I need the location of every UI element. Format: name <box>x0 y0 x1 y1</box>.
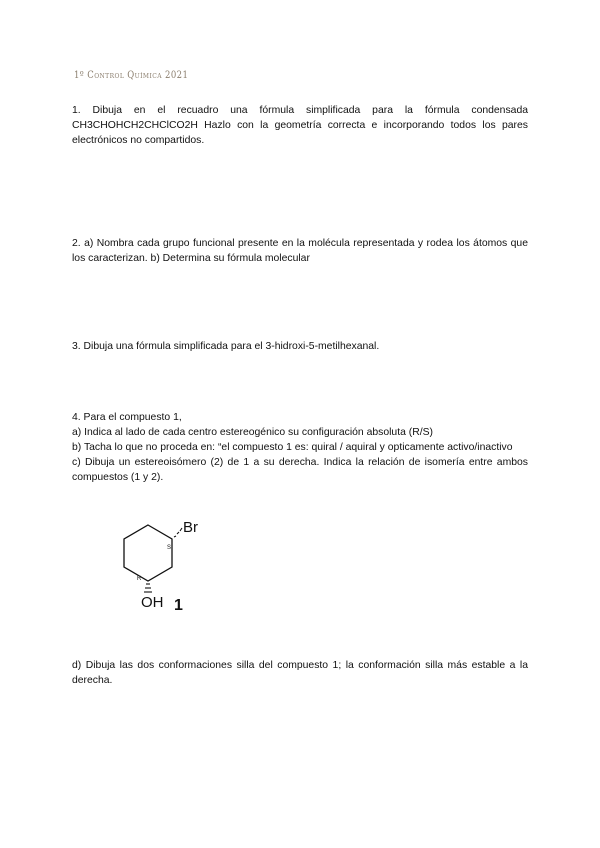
config-label-s: S <box>167 545 172 551</box>
hashed-bond-oh <box>144 584 152 592</box>
question-1: 1. Dibuja en el recuadro una fórmula simplificada para la fórmula condensada CH3CHOHCH2CHClCO2H Hazlo con la geometría correcta e incorporando todos los pares electrónicos no compartidos. <box>72 105 528 146</box>
config-label-r: R <box>137 576 142 582</box>
question-4-part-d: d) Dibuja las dos conformaciones silla del compuesto 1; la conformación silla más estable a la derecha. <box>72 660 528 686</box>
question-4 <box>72 410 528 485</box>
hydroxyl-label: OH <box>141 594 164 611</box>
bromine-label: Br <box>183 519 198 536</box>
compound-number: 1 <box>174 597 183 614</box>
question-4-part-a: a) Indica al lado de cada centro estereogénico su configuración absoluta (R/S) <box>72 427 434 438</box>
compound-1-structure <box>110 510 220 620</box>
question-4-intro: 4. Para el compuesto 1, <box>72 412 182 423</box>
question-4-part-c: c) Dibuja un estereoisómero (2) de 1 a su derecha. Indica la relación de isomería entre ambos compuestos (1 y 2). <box>72 457 528 483</box>
question-3: 3. Dibuja una fórmula simplificada para el 3-hidroxi-5-metilhexanal. <box>72 341 380 352</box>
handwritten-title: 1º Control Química 2021 <box>74 70 189 82</box>
question-4-part-b: b) Tacha lo que no proceda en: “el compuesto 1 es: quiral / aquiral y opticamente activo/inactivo <box>72 442 513 453</box>
cyclohexane-drawing <box>110 510 220 620</box>
cyclohexane-ring <box>124 525 172 581</box>
hashed-bond-br <box>174 528 182 537</box>
question-2: 2. a) Nombra cada grupo funcional presente en la molécula representada y rodea los átomos que los caracterizan. b) Determina su fórmula molecular <box>72 238 528 264</box>
